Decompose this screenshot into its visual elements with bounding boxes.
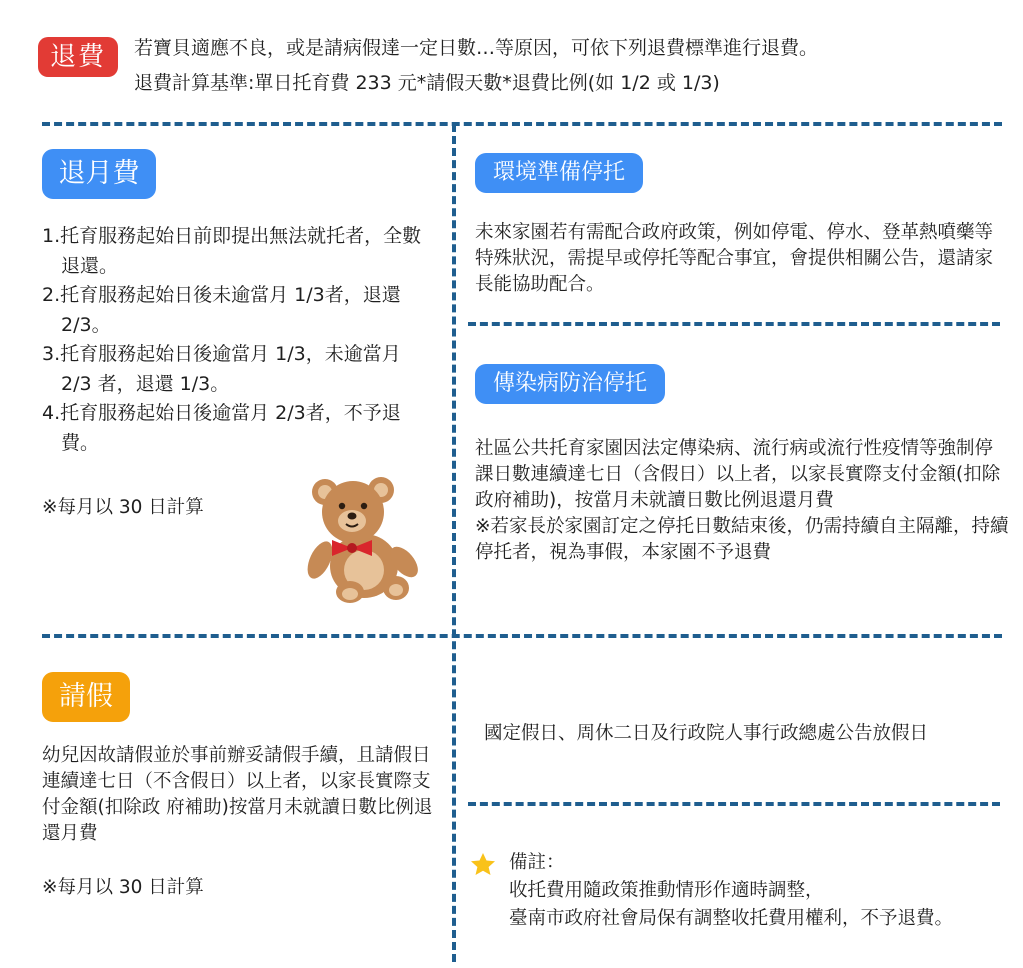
star-icon xyxy=(470,852,496,876)
teddy-bear-icon xyxy=(306,474,420,606)
remark-label: 備註： xyxy=(509,852,565,873)
env-closure-text: 未來家園若有需配合政府政策，例如停電、停水、登革熱噴藥等特殊狀況，需提早或停托等配合事宜，會提供相關公告，還請家長能協助配合。 xyxy=(475,222,994,295)
list-item: 4.托育服務起始日後逾當月 2/3者，不予退費。 xyxy=(42,402,401,454)
list-item: 1.托育服務起始日前即提出無法就托者，全數退還。 xyxy=(42,225,422,277)
leave-text: 幼兒因故請假並於事前辦妥請假手續，且請假日連續達七日（不含假日）以上者，以家長實際支付金額(扣除政 府補助)按當月未就讀日數比例退還月費 xyxy=(42,745,433,844)
intro-line-2: 退費計算基準:單日托育費 233 元*請假天數*退費比例(如 1/2 或 1/3) xyxy=(134,72,720,94)
remark-line-2: 臺南市政府社會局保有調整收托費用權利，不予退費。 xyxy=(509,908,954,929)
section-title-leave: 請假 xyxy=(42,672,130,722)
holidays-text: 國定假日、周休二日及行政院人事行政總處公告放假日 xyxy=(484,723,929,744)
remark-line-1: 收托費用隨政策推動情形作適時調整， xyxy=(509,880,824,901)
section-title-monthly-refund: 退月費 xyxy=(42,149,156,199)
disease-closure-text xyxy=(475,436,1011,566)
divider-right-2 xyxy=(468,802,1000,806)
section-title-env-closure: 環境準備停托 xyxy=(475,153,643,193)
divider-right-1 xyxy=(468,322,1000,326)
monthly-refund-note: ※每月以 30 日計算 xyxy=(42,497,204,518)
disease-closure-text-note: ※若家長於家園訂定之停托日數結束後，仍需持續自主隔離，持續停托者，視為事假，本家園不予退費 xyxy=(475,516,1009,563)
intro-line-1: 若寶貝適應不良，或是請病假達一定日數…等原因，可依下列退費標準進行退費。 xyxy=(134,37,819,59)
disease-closure-text-main: 社區公共托育家園因法定傳染病、流行病或流行性疫情等強制停課日數連續達七日（含假日）以上者，以家長實際支付金額(扣除政府補助)，按當月未就讀日數比例退還月費 xyxy=(475,438,1001,511)
divider-middle xyxy=(42,634,1002,638)
list-item: 3.托育服務起始日後逾當月 1/3，未逾當月 2/3 者，退還 1/3。 xyxy=(42,343,401,395)
divider-vertical xyxy=(452,124,456,962)
refund-badge: 退費 xyxy=(38,37,118,77)
section-title-disease-closure: 傳染病防治停托 xyxy=(475,364,665,404)
monthly-refund-list xyxy=(42,222,437,458)
divider-top xyxy=(42,122,1002,126)
list-item: 2.托育服務起始日後未逾當月 1/3者，退還 2/3。 xyxy=(42,284,401,336)
leave-note: ※每月以 30 日計算 xyxy=(42,877,204,898)
